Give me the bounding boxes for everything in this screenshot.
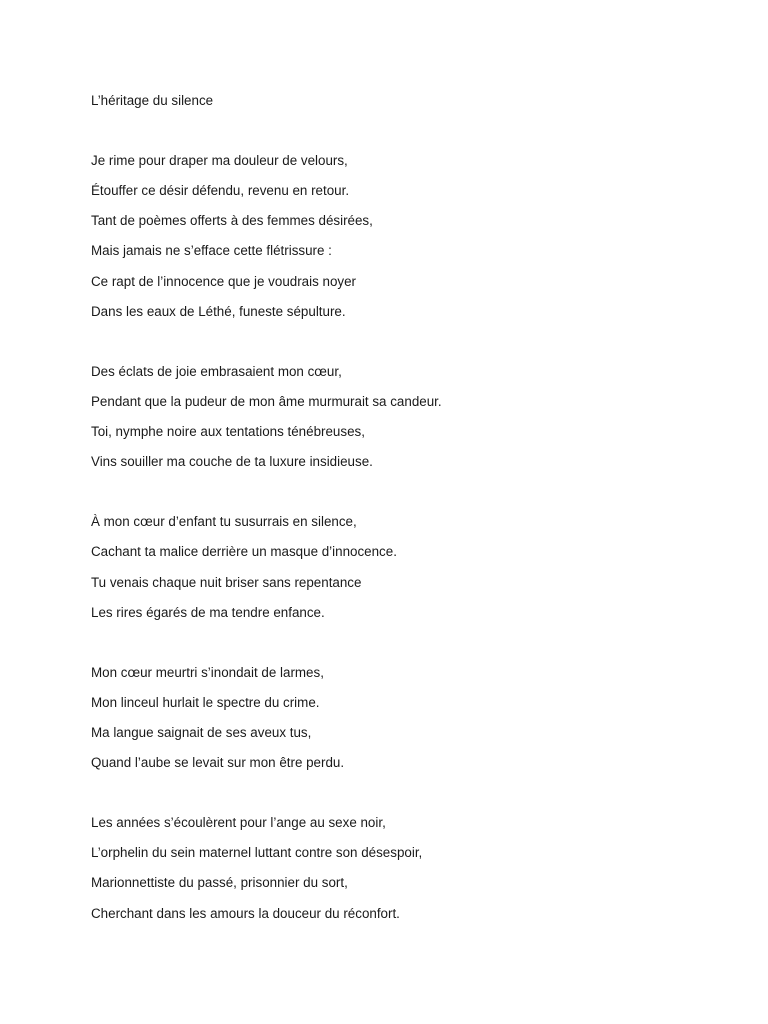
- poem-line: Marionnettiste du passé, prisonnier du sort,: [91, 875, 348, 891]
- poem-line: Les rires égarés de ma tendre enfance.: [91, 604, 325, 620]
- stanza-3: [91, 507, 691, 627]
- stanza-4: [91, 658, 691, 778]
- poem-line: Mon cœur meurtri s’inondait de larmes,: [91, 664, 324, 680]
- poem-line: Mais jamais ne s’efface cette flétrissure :: [91, 243, 332, 259]
- poem-line: Cachant ta malice derrière un masque d’innocence.: [91, 544, 397, 560]
- poem-title: L’héritage du silence: [91, 93, 214, 108]
- poem-line: L’orphelin du sein maternel luttant contre son désespoir,: [91, 845, 423, 861]
- poem-line: Ce rapt de l’innocence que je voudrais noyer: [91, 273, 357, 289]
- poem-line: Les années s’écoulèrent pour l’ange au sexe noir,: [91, 815, 386, 831]
- poem-line: Vins souiller ma couche de ta luxure insidieuse.: [91, 454, 373, 470]
- poem-line: Des éclats de joie embrasaient mon cœur,: [91, 363, 342, 379]
- poem-line: Mon linceul hurlait le spectre du crime.: [91, 694, 320, 710]
- poem-line: Cherchant dans les amours la douceur du réconfort.: [91, 905, 400, 921]
- poem: [91, 86, 691, 959]
- poem-line: Tant de poèmes offerts à des femmes désirées,: [91, 213, 373, 229]
- poem-line: Ma langue saignait de ses aveux tus,: [91, 724, 312, 740]
- stanza-1: [91, 146, 691, 327]
- poem-line: Tu venais chaque nuit briser sans repentance: [91, 574, 362, 590]
- poem-line: Quand l’aube se levait sur mon être perdu.: [91, 755, 345, 771]
- poem-line: Dans les eaux de Léthé, funeste sépulture.: [91, 303, 346, 319]
- poem-line: À mon cœur d’enfant tu susurrais en silence,: [91, 514, 357, 530]
- poem-line: Pendant que la pudeur de mon âme murmurait sa candeur.: [91, 393, 442, 409]
- poem-line: Toi, nymphe noire aux tentations ténébreuses,: [91, 424, 365, 440]
- poem-line: Je rime pour draper ma douleur de velours,: [91, 153, 348, 169]
- stanza-5: [91, 808, 691, 928]
- poem-line: Étouffer ce désir défendu, revenu en retour.: [91, 183, 350, 199]
- stanza-2: [91, 357, 691, 477]
